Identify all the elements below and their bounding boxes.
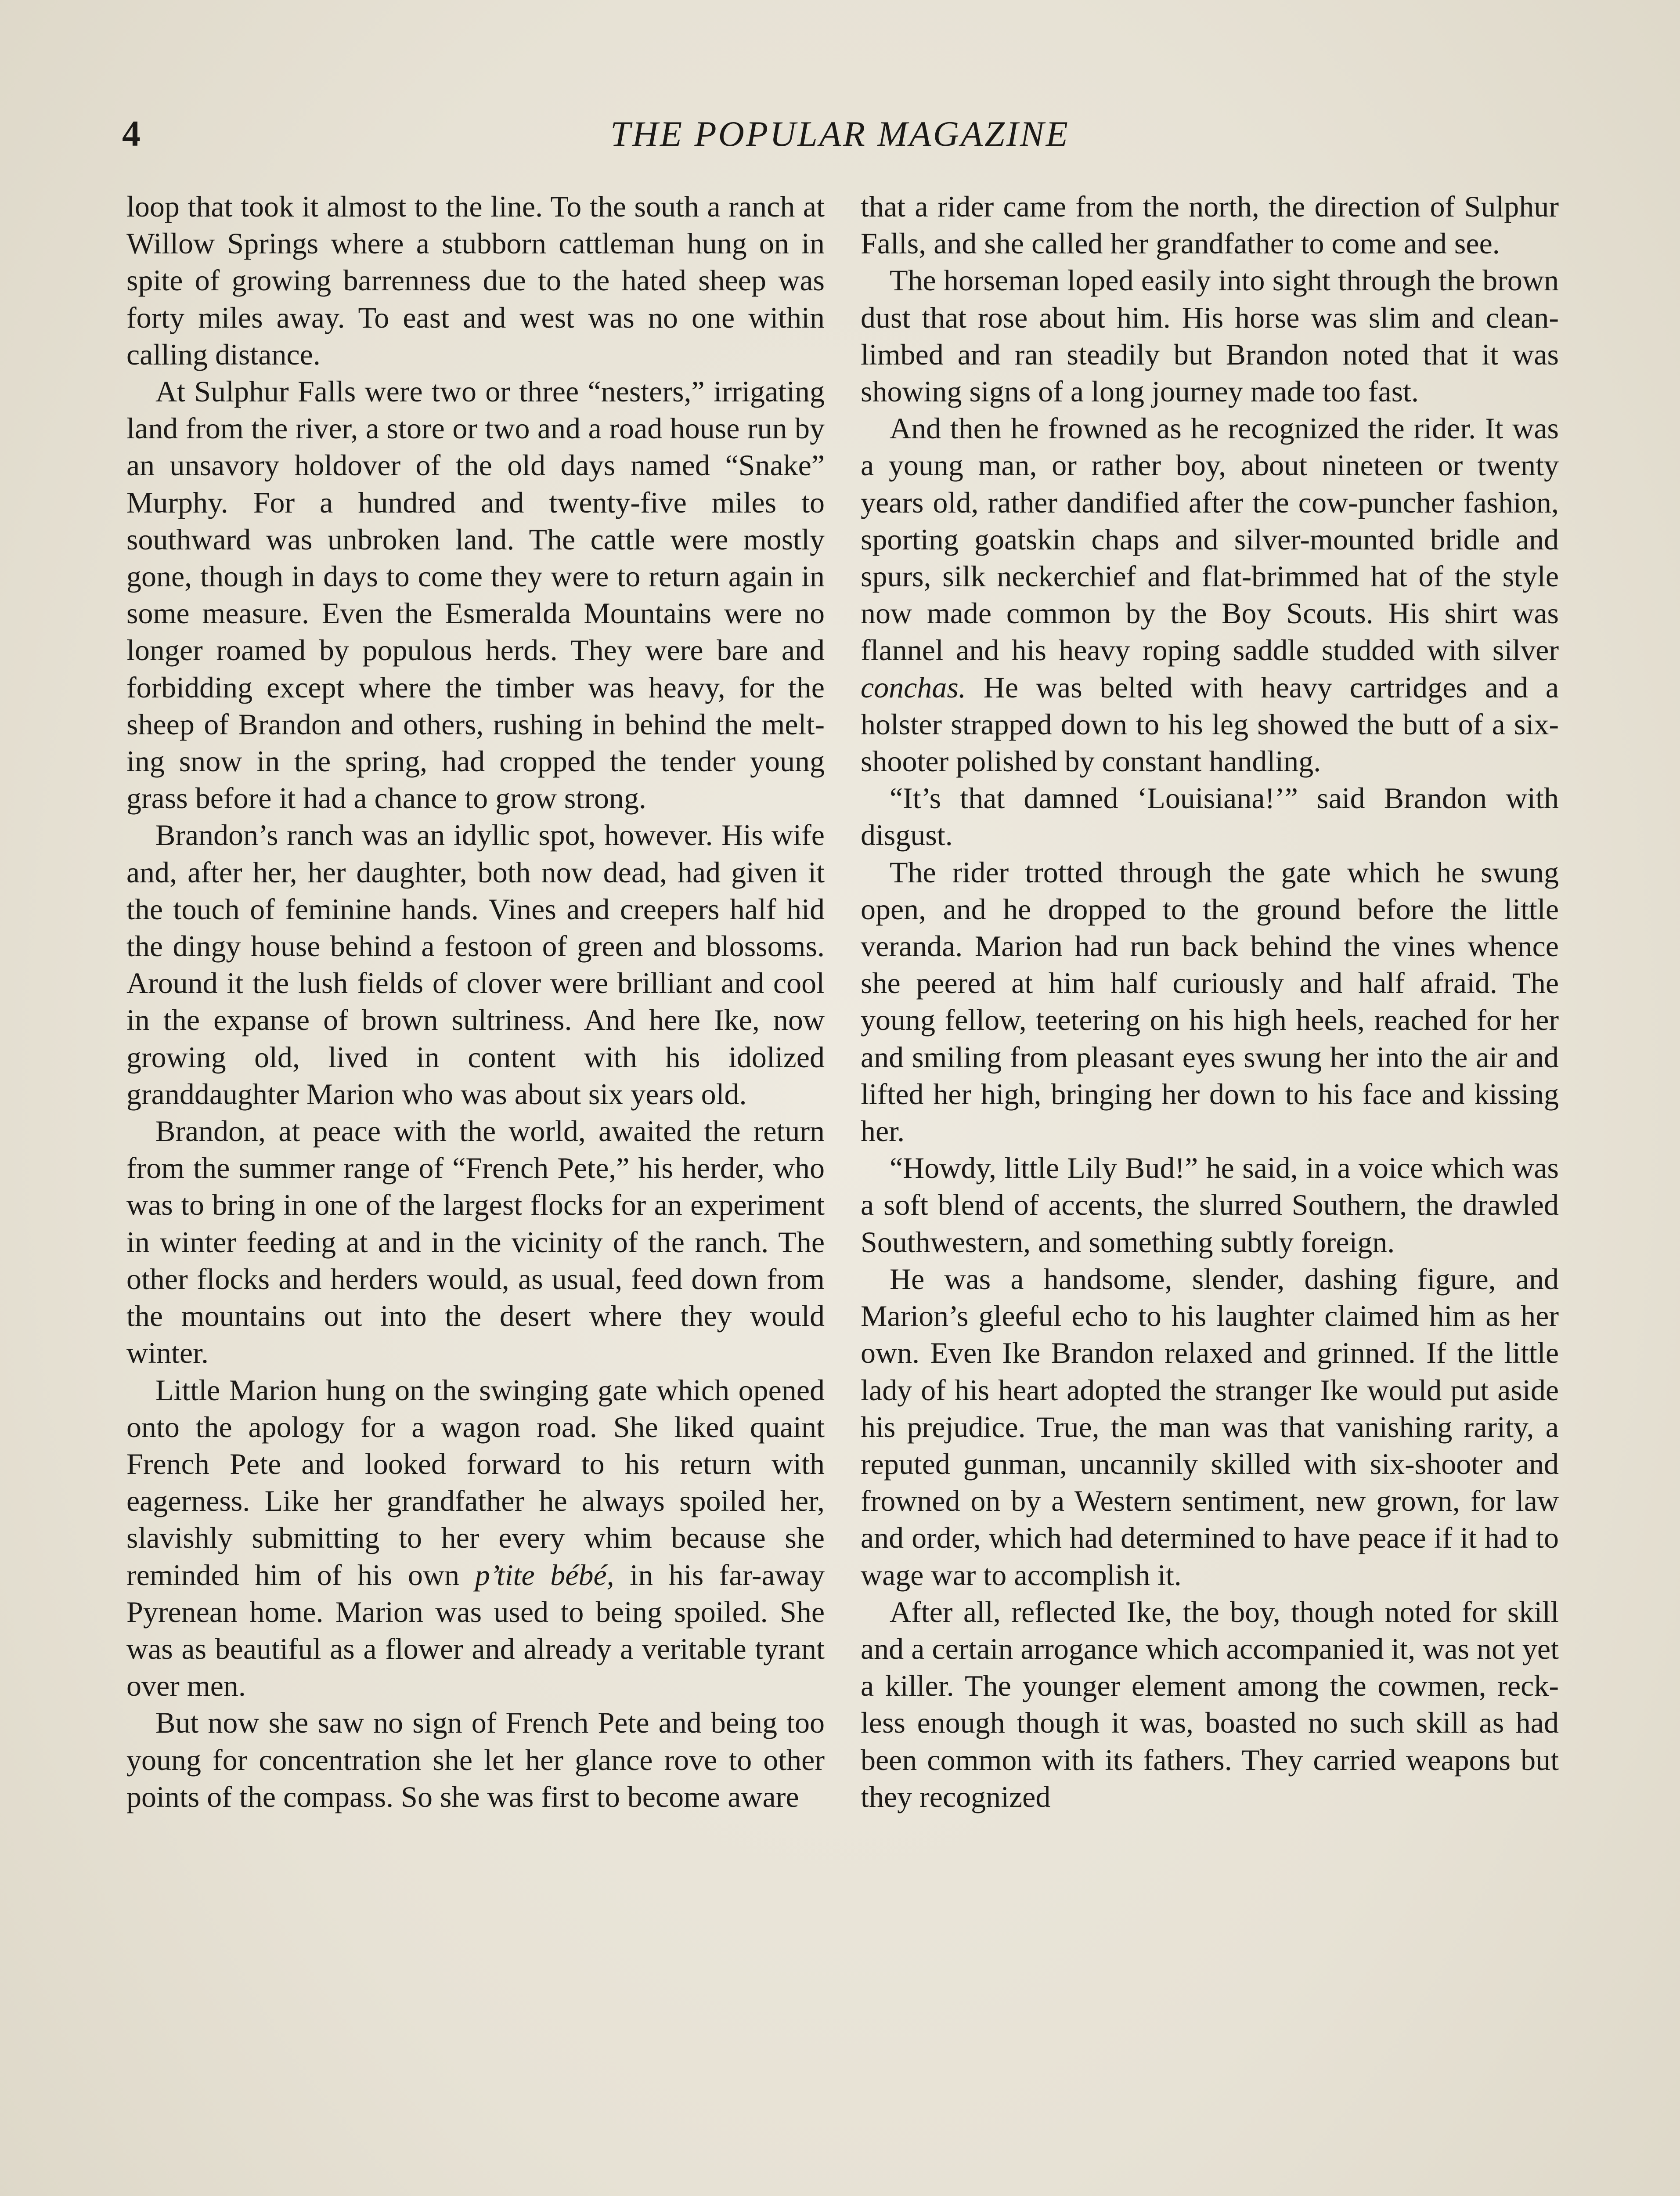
- paragraph: loop that took it almost to the line. To the south a ranch at Willow Springs where a stubborn cattleman hung on in spite of growing barrenness due to the hated sheep was forty miles away. To east and west was no one within calling distance.: [126, 190, 825, 371]
- left-column: [126, 188, 825, 1815]
- italic-text: conchas.: [861, 670, 966, 704]
- paragraph: He was a handsome, slender, dashing figure, and Marion’s gleeful echo to his laughter claimed him as her own. Even Ike Brandon relaxed and grinned. If the little lady of his heart adopted the stranger Ike would put aside his prejudice. True, the man was that vanishing rarity, a reputed gunman, uncannily skilled with six-shooter and frowned on by a Western sentiment, new grown, for law and order, which had determined to have peace if it had to wage war to accomplish it.: [861, 1262, 1559, 1592]
- right-column: [861, 188, 1559, 1815]
- page-header: [122, 110, 1558, 158]
- paragraph: “Howdy, little Lily Bud!” he said, in a voice which was a soft blend of accents, the slurred Southern, the drawled Southwestern, and something subtly foreign.: [861, 1151, 1559, 1259]
- paragraph: [861, 410, 1559, 780]
- text-run: He was belted with heavy cartridges and a holster strapped down to his leg showed the butt of a six-shooter polished by constant handling.: [861, 670, 1559, 778]
- paragraph: “It’s that damned ‘Louisiana!’” said Brandon with disgust.: [861, 781, 1559, 852]
- paragraph: At Sulphur Falls were two or three “nesters,” irrigating land from the river, a store or two and a road house run by an unsavory holdover of the old days named “Snake” Murphy. For a hundred and twenty-five miles to southward was unbroken land. The cattle were mostly gone, though in days to come they were to return again in some measure. Even the Esmeralda Mountains were no longer roamed by populous herds. They were bare and forbidding except where the timber was heavy, for the sheep of Brandon and others, rushing in behind the melting snow in the spring, had cropped the tender young grass before it had a chance to grow strong.: [126, 375, 825, 815]
- paragraph: But now she saw no sign of French Pete and being too young for concentration she let her glance rove to other points of the compass. So she was first to become aware: [126, 1706, 825, 1813]
- paragraph: The horseman loped easily into sight through the brown dust that rose about him. His horse was slim and clean-limbed and ran steadily but Brandon noted that it was showing signs of a long journey made too fast.: [861, 264, 1559, 408]
- paragraph: Brandon’s ranch was an idyllic spot, however. His wife and, after her, her daughter, both now dead, had given it the touch of feminine hands. Vines and creepers half hid the dingy house behind a festoon of green and blossoms. Around it the lush fields of clover were brilliant and cool in the expanse of brown sultriness. And here Ike, now growing old, lived in content with his idolized granddaughter Marion who was about six years old.: [126, 818, 825, 1111]
- italic-text: p’tite bébé,: [475, 1558, 614, 1592]
- paragraph: that a rider came from the north, the direction of Sulphur Falls, and she called her grandfather to come and see.: [861, 190, 1559, 260]
- paragraph: [126, 1372, 825, 1705]
- page-number: 4: [122, 113, 141, 154]
- paragraph: The rider trotted through the gate which he swung open, and he dropped to the ground before the little veranda. Marion had run back behind the vines whence she peered at him half curiously and half afraid. The young fellow, teetering on his high heels, reached for her and smiling from pleasant eyes swung her into the air and lifted her high, bringing her down to his face and kissing her.: [861, 855, 1559, 1148]
- running-title: THE POPULAR MAGAZINE: [610, 114, 1070, 154]
- text-run: in his far-away Pyrenean home. Marion was used to being spoiled. She was as beautiful as a flower and already a veritable tyrant over men.: [126, 1558, 825, 1703]
- paragraph: Brandon, at peace with the world, awaited the return from the summer range of “French Pete,” his herder, who was to bring in one of the largest flocks for an experiment in winter feeding at and in the vicinity of the ranch. The other flocks and herders would, as usual, feed down from the mountains out into the desert where they would winter.: [126, 1114, 825, 1370]
- text-run: And then he frowned as he recognized the rider. It was a young man, or rather boy, about nineteen or twenty years old, rather dandified after the cow-puncher fashion, sporting goatskin chaps and silver-mounted bridle and spurs, silk neckerchief and flat-brimmed hat of the style now made common by the Boy Scouts. His shirt was flannel and his heavy roping saddle studded with silver: [861, 412, 1559, 667]
- paragraph: After all, reflected Ike, the boy, though noted for skill and a certain arrogance which accompanied it, was not yet a killer. The younger element among the cowmen, reckless enough though it was, boasted no such skill as had been common with its fathers. They carried weapons but they recognized: [861, 1595, 1559, 1813]
- text-run: Little Marion hung on the swinging gate which opened onto the apology for a wagon road. She liked quaint French Pete and looked forward to his return with eagerness. Like her grandfather he always spoiled her, slavishly submitting to her every whim because she reminded him of his own: [126, 1373, 825, 1592]
